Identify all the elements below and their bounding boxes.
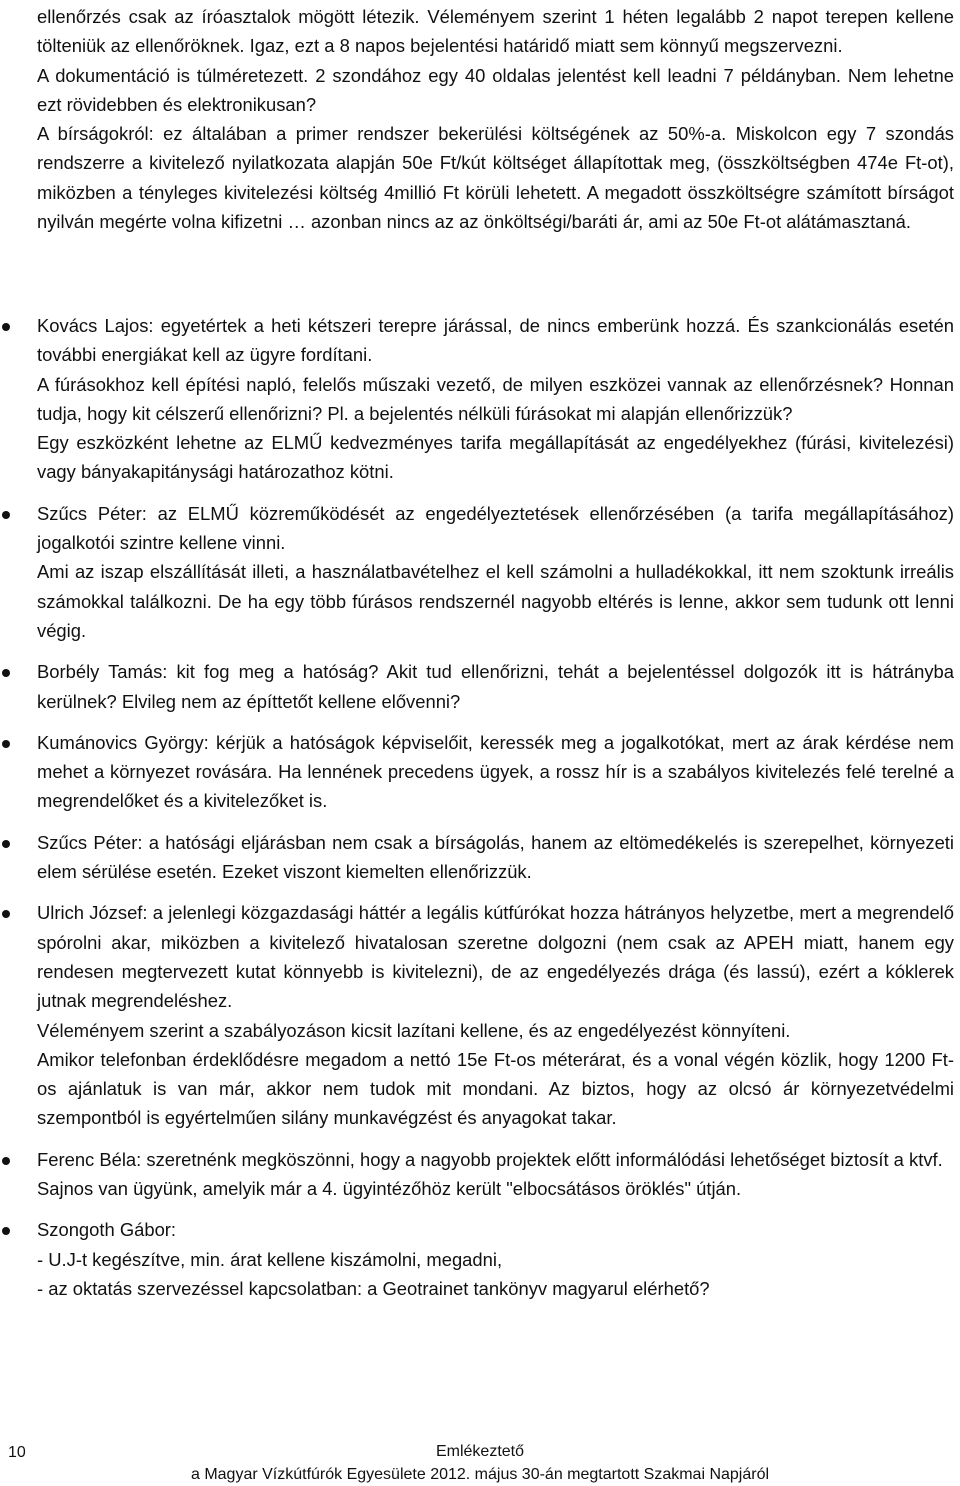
comment-paragraph: Szűcs Péter: az ELMŰ közreműködését az engedélyeztetések ellenőrzésében (a tarifa megállapításához) jogalkotói szintre kellene vinni. (37, 502, 954, 554)
bullet-icon (2, 1157, 10, 1165)
comment-item (0, 1215, 954, 1303)
comment-paragraph: Egy eszközként lehetne az ELMŰ kedvezményes tarifa megállapítását az engedélyekhez (fúrási, kivitelezési) vagy bányakapitánysági határozathoz kötni. (37, 432, 954, 483)
comment-paragraph: Ami az iszap elszállítását illeti, a használatbavételhez el kell számolni a hulladékokkal, itt nem szoktunk irreális számokkal találkozni. De ha egy több fúrásos rendszernél nagyobb eltérés is lenne, akkor sem tudunk ott lenni végig. (37, 561, 954, 641)
comment-item (0, 499, 954, 645)
footer-title: Emlékeztető (435, 1443, 525, 1460)
comment-paragraph: Kumánovics György: kérjük a hatóságok képviselőit, keressék meg a jogalkotókat, mert az árak kérdése nem mehet a környezet rovására. Ha lennének precedens ügyek, a rossz hír is a szabályos kivitelezés felé terelné a megrendelőket és a kivitelezőket is. (37, 731, 954, 812)
comment-paragraph: - az oktatás szervezéssel kapcsolatban: a Geotrainet tankönyv magyarul elérhető? (37, 1277, 710, 1299)
comment-item (0, 728, 954, 816)
intro-paragraph: A bírságokról: ez általában a primer rendszer bekerülési költségének az 50%-a. Miskolcon egy 7 szondás rendszerre a kivitelező nyilatkozata alapján 50e Ft/kút költséget állapítottak meg, (összköltségben 474e Ft-ot), miközben a tényleges kivitelezési költség 4millió Ft körüli lehetett. A megadott összköltségre számított bírságot nyilván megérte volna kifizetni … azonban nincs az az önköltségi/baráti ár, ami az 50e Ft-ot alátámasztaná. (37, 123, 954, 233)
comment-paragraph: Szűcs Péter: a hatósági eljárásban nem csak a bírságolás, hanem az eltömedékelés is szerepelhet, környezeti elem sérülése esetén. Ezeket viszont kiemelten ellenőrizzük. (37, 831, 954, 883)
intro-paragraph: ellenőrzés csak az íróasztalok mögött létezik. Véleményem szerint 1 héten legalább 2 napot terepen kellene tölteniük az ellenőröknek. Igaz, ezt a 8 napos bejelentési határidő miatt sem könnyű megszervezni. (37, 6, 954, 57)
bullet-icon (2, 669, 10, 677)
comment-item (0, 828, 954, 887)
comment-paragraph: Szongoth Gábor: (37, 1219, 177, 1241)
comment-paragraph: Ulrich József: a jelenlegi közgazdasági háttér a legális kútfúrókat hozza hátrányos helyzetbe, mert a megrendelő spórolni akar, miközben a kivitelező hivatalosan szeretne dolgozni (nem csak az APEH miatt, hanem egy rendesen megtervezett kutat könnyebb is kivitelezni), de az engedélyezés drága (és lassú), ezért a kóklerek jutnak megrendeléshez. (37, 902, 954, 1012)
comment-paragraph: Borbély Tamás: kit fog meg a hatóság? Akit tud ellenőrizni, tehát a bejelentéssel dolgozók itt is hátrányba kerülnek? Elvileg nem az építtetőt kellene elővenni? (37, 661, 954, 712)
footer-subtitle: a Magyar Vízkútfúrók Egyesülete 2012. május 30-án megtartott Szakmai Napjáról (190, 1466, 770, 1483)
comment-paragraph: A fúrásokhoz kell építési napló, felelős műszaki vezető, de milyen eszközei vannak az ellenőrzésnek? Honnan tudja, hogy kit célszerű ellenőrizni? Pl. a bejelentés nélküli fúrásokat mi alapján ellenőrizzük? (37, 373, 954, 424)
comment-list (0, 311, 960, 1315)
comment-item (0, 1145, 954, 1204)
comment-item (0, 898, 954, 1132)
comment-item (0, 657, 954, 716)
comment-paragraph: Véleményem szerint a szabályozáson kicsit lazítani kellene, és az engedélyezést könnyíteni. (37, 1019, 791, 1041)
bullet-icon (2, 910, 10, 918)
bullet-icon (2, 1227, 10, 1235)
comment-paragraph: Amikor telefonban érdeklődésre megadom a nettó 15e Ft-os méterárat, és a vonal végén közlik, hogy 1200 Ft-os ajánlatuk is van már, akkor nem tudok mit mondani. Az biztos, hogy az olcsó ár környezetvédelmi szempontból is egyértelműen silány munkavégzést és anyagokat takar. (37, 1048, 954, 1129)
page-number: 10 (8, 1444, 26, 1461)
comment-paragraph: Sajnos van ügyünk, amelyik már a 4. ügyintézőhöz került "elbocsátásos öröklés" útján. (37, 1178, 742, 1200)
comment-paragraph: Kovács Lajos: egyetértek a heti kétszeri terepre járással, de nincs emberünk hozzá. És szankcionálás esetén további energiákat kell az ügyre fordítani. (37, 315, 954, 366)
bullet-icon (2, 840, 10, 848)
bullet-icon (2, 511, 10, 519)
intro-section (37, 2, 954, 236)
comment-paragraph: - U.J-t kegészítve, min. árat kellene kiszámolni, megadni, (37, 1248, 503, 1270)
intro-paragraph: A dokumentáció is túlméretezett. 2 szondához egy 40 oldalas jelentést kell leadni 7 példányban. Nem lehetne ezt rövidebben és elektronikusan? (37, 64, 954, 115)
bullet-icon (2, 740, 10, 748)
comment-item (0, 311, 954, 487)
comment-paragraph: Ferenc Béla: szeretnénk megköszönni, hogy a nagyobb projektek előtt informálódási lehetőséget biztosít a ktvf. (37, 1148, 943, 1170)
bullet-icon (2, 323, 10, 331)
